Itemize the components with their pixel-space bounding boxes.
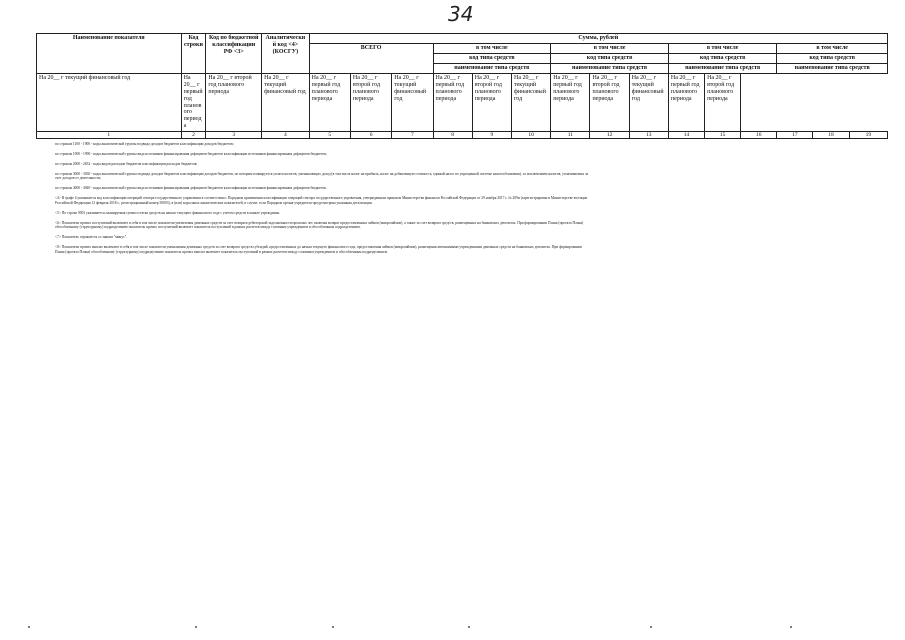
header-fund-type-code: код типа средств xyxy=(551,54,669,64)
column-number-cell: 8 xyxy=(433,132,472,139)
page-number: 34 xyxy=(448,2,474,26)
header-total: ВСЕГО xyxy=(309,44,433,74)
header-fund-type-code: код типа средств xyxy=(433,54,551,64)
footnote: <8> Показатели прочих выплат включают в себя в том числе показатели уменьшения денежных средств за счет возврата средств субсидий, предоставленных до начала текущего финансового года, предоставления займов (микрозаймов), размещения автономными учреждениями денежных средств на банковских депозитах. При формировании Плана (проекта Плана) обособленному (структурному) подразделению показатель прочих выплат включает показатель поступлений в рамках расчетов между головным учреждением и обособленным подразделением. xyxy=(55,245,582,254)
footnote: по строкам 1100 - 1900 - коды аналитической группы подвида доходов бюджетов классификации доходов бюджетов; xyxy=(55,142,234,146)
column-number-cell: 13 xyxy=(629,132,668,139)
footnote: по строкам 4000 - 4040 - коды аналитической группы вида источников финансирования дефицитов бюджетов классификации источников финансирования дефицитов бюджетов. xyxy=(55,186,327,191)
column-number-cell: 16 xyxy=(741,132,777,139)
column-number-cell: 19 xyxy=(849,132,887,139)
column-number-cell: 6 xyxy=(350,132,391,139)
footnote: по строкам 1900 - 1990 - коды аналитической группы вида источников финансирования дефицитов бюджетов классификации источников финансирования дефицитов бюджетов; xyxy=(55,151,327,156)
header-fund-type-code: код типа средств xyxy=(668,54,776,64)
period-header-cell: На 20__ г текущий финансовый год xyxy=(392,74,433,132)
scan-artifacts xyxy=(0,626,905,632)
footnotes xyxy=(55,142,590,260)
header-fund-type-name: наименование типа средств xyxy=(668,64,776,74)
period-header-cell: На 20__ г первый год планового периода xyxy=(668,74,704,132)
header-analytic-code: Аналитический код <4> (КОСГУ) xyxy=(262,34,310,74)
period-header-cell: На 20__ г текущий финансовый год xyxy=(511,74,550,132)
column-number-cell: 2 xyxy=(181,132,206,139)
period-header-cell: На 20__ г текущий финансовый год xyxy=(37,74,182,132)
header-including: в том числе xyxy=(668,44,776,54)
column-number-cell: 14 xyxy=(668,132,704,139)
period-header-cell: На 20__ г первый год планового периода xyxy=(433,74,472,132)
column-number-cell: 15 xyxy=(705,132,741,139)
header-including: в том числе xyxy=(777,44,888,54)
period-header-cell: На 20__ г первый год планового периода xyxy=(309,74,350,132)
footnote: <7> Показатель отражается со знаком "минус". xyxy=(55,235,128,240)
column-number-cell: 10 xyxy=(511,132,550,139)
header-fund-type-name: наименование типа средств xyxy=(777,64,888,74)
column-number-cell: 4 xyxy=(262,132,310,139)
period-header-row xyxy=(37,74,888,132)
period-header-cell: На 20__ г второй год планового периода xyxy=(472,74,511,132)
header-fund-type-name: наименование типа средств xyxy=(433,64,551,74)
period-header-cell: На 20__ г второй год планового периода xyxy=(705,74,741,132)
period-header-cell: На 20__ г первый год планового периода xyxy=(181,74,206,132)
footnote: <6> Показатели прочих поступлений включают в себя в том числе показатели увеличения денежных средств за счет возврата дебиторской задолженности прошлых лет, включая возврат предоставленных займов (микрозаймов), а также за счет возврата средств, размещенных на банковских депозитах. При формировании Плана (проекта Плана) обособленному (структурному) подразделению показатель прочих поступлений включает показатель поступлений в рамках расчетов между головным учреждением и обособленным подразделением. xyxy=(55,220,584,230)
header-name: Наименование показателя xyxy=(37,34,182,74)
header-sum: Сумма, рублей xyxy=(309,34,887,44)
header-fund-type-name: наименование типа средств xyxy=(551,64,669,74)
period-header-cell: На 20__ г второй год планового периода xyxy=(206,74,262,132)
header-row-code: Код строки xyxy=(181,34,206,74)
column-number-cell: 3 xyxy=(206,132,262,139)
period-header-cell: На 20__ г второй год планового периода xyxy=(590,74,629,132)
period-header-cell: На 20__ г текущий финансовый год xyxy=(262,74,310,132)
column-number-cell: 11 xyxy=(551,132,590,139)
column-number-cell: 17 xyxy=(777,132,813,139)
footnote: <5> По строке 0001 указывается планируемая сумма остатка средств на начало текущего финансового года с учетом средств в канале учреждения. xyxy=(55,210,280,215)
footnote: по строкам 3000 - 3030 - коды аналитической группы подвида доходов бюджетов классификации доходов бюджетов, по которым планируется уплата налогов, уменьшающих доход (в том числе налог на прибыль, налог на добавленную стоимость, единый налог по упрощенной системе налогообложения), за исключением налогов, уплачиваемых за счет доходов от деятельности; xyxy=(55,171,589,181)
period-header-cell: На 20__ г первый год планового периода xyxy=(551,74,590,132)
column-number-cell: 12 xyxy=(590,132,629,139)
header-budget-code: Код по бюджетной классификации РФ <3> xyxy=(206,34,262,74)
column-number-cell: 7 xyxy=(392,132,433,139)
column-number-cell: 1 xyxy=(37,132,182,139)
column-number-cell: 9 xyxy=(472,132,511,139)
header-including: в том числе xyxy=(551,44,669,54)
column-number-row xyxy=(37,132,888,139)
column-number-cell: 18 xyxy=(813,132,849,139)
header-including: в том числе xyxy=(433,44,551,54)
period-header-cell: На 20__ г второй год планового периода xyxy=(350,74,391,132)
column-number-cell: 5 xyxy=(309,132,350,139)
footnote: <4> В графе 4 указывается код классификации операций сектора государственного управления в соответствии с Порядком применения классификации операций сектора государственного управления, утвержденным приказом Министерства финансов Российской Федерации от 29 ноября 2017 г. № 209н (зарегистрирован в Министерстве юстиции Российской Федерации 12 февраля 2018 г., регистрационный номер 50003), в (или) коды иных аналитических показателей, в случае, если Порядком органа-учредителя предусмотрена указанная детализация. xyxy=(55,196,588,205)
period-header-cell: На 20__ г текущий финансовый год xyxy=(629,74,668,132)
footnote: по строкам 2000 - 2652 - коды видов расходов бюджетов классификации расходов бюджетов; xyxy=(55,161,198,166)
header-fund-type-code: код типа средств xyxy=(777,54,888,64)
financial-plan-table xyxy=(36,33,888,139)
